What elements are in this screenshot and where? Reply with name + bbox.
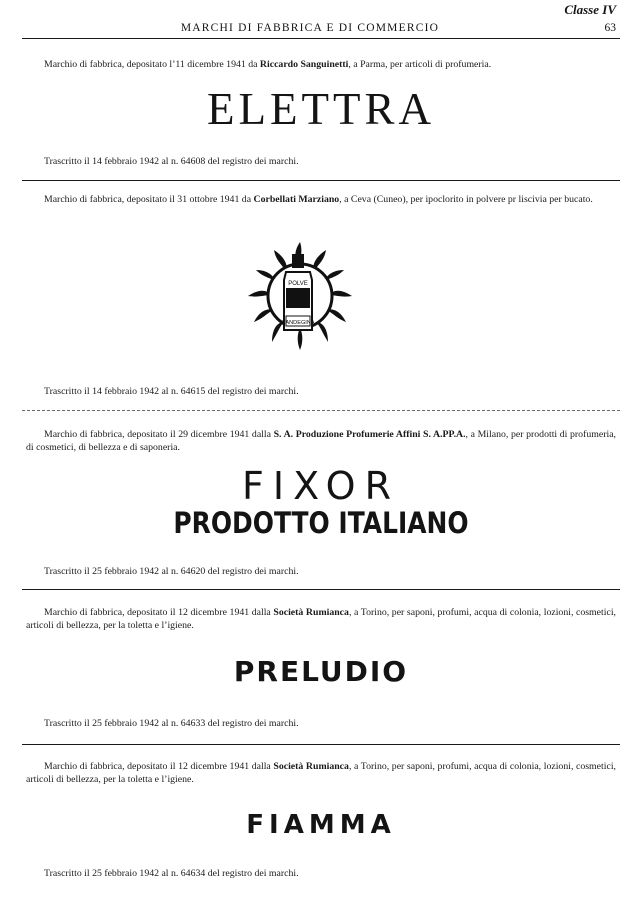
trademark-fixor: FIXOR [242,464,400,508]
header-rule [22,38,620,39]
registration-note: Trascritto il 25 febbraio 1942 al n. 64634 del registro dei marchi. [44,868,299,879]
page-number: 63 [604,22,616,34]
applicant-name: Corbellati Marziano [253,194,340,205]
entry-description: Marchio di fabbrica, depositato il 29 dicembre 1941 dalla S. A. Produzione Profumerie Affini S. A.PP.A., a Milano, per prodotti di profumeria, di cosmetici, di bellezza e di saponeria. [26,429,616,454]
entry-divider [22,744,620,745]
applicant-name: Società Rumianca [273,607,349,618]
entry-description: Marchio di fabbrica, depositato il 12 dicembre 1941 dalla Società Rumianca, a Torino, per saponi, profumi, acqua di colonia, lozioni, cosmetici, articoli di bellezza, per la toletta e l’igiene. [26,761,616,786]
entry-divider [22,180,620,181]
sun-bottle-logo [240,232,360,358]
trademark-preludio: PRELUDIO [233,655,409,688]
entry-divider [22,589,620,590]
entry-description: Marchio di fabbrica, depositato il 12 dicembre 1941 dalla Società Rumianca, a Torino, per saponi, profumi, acqua di colonia, lozioni, cosmetici, articoli di bellezza, per la toletta e l’igiene. [26,607,616,632]
trademark-elettra: ELETTRA [207,84,435,134]
registration-note: Trascritto il 14 febbraio 1942 al n. 64608 del registro dei marchi. [44,156,299,167]
bottle-label-top: POLVE [288,281,308,287]
trademark-fiamma: FIAMMA [246,810,396,840]
applicant-name: Riccardo Sanguinetti [259,59,349,70]
registration-note: Trascritto il 25 febbraio 1942 al n. 64620 del registro dei marchi. [44,566,299,577]
applicant-name: S. A. Produzione Profumerie Affini S. A.PP.A. [273,429,466,440]
bottle-label-bottom: CANDEGINA [281,320,315,326]
entry-description: Marchio di fabbrica, depositato l’11 dicembre 1941 da Riccardo Sanguinetti, a Parma, per articoli di profumeria. [44,59,492,70]
registration-note: Trascritto il 25 febbraio 1942 al n. 64633 del registro dei marchi. [44,718,299,729]
page-header-title: MARCHI DI FABBRICA E DI COMMERCIO [180,22,440,34]
entry-description: Marchio di fabbrica, depositato il 31 ottobre 1941 da Corbellati Marziano, a Ceva (Cuneo), per ipoclorito in polvere pr liscivia per bucato. [44,194,593,205]
trademark-fixor-subtitle: PRODOTTO ITALIANO [173,506,469,540]
class-label: Classe IV [564,2,616,17]
applicant-name: Società Rumianca [273,761,349,772]
registration-note: Trascritto il 14 febbraio 1942 al n. 64615 del registro dei marchi. [44,386,299,397]
entry-divider [22,410,620,411]
